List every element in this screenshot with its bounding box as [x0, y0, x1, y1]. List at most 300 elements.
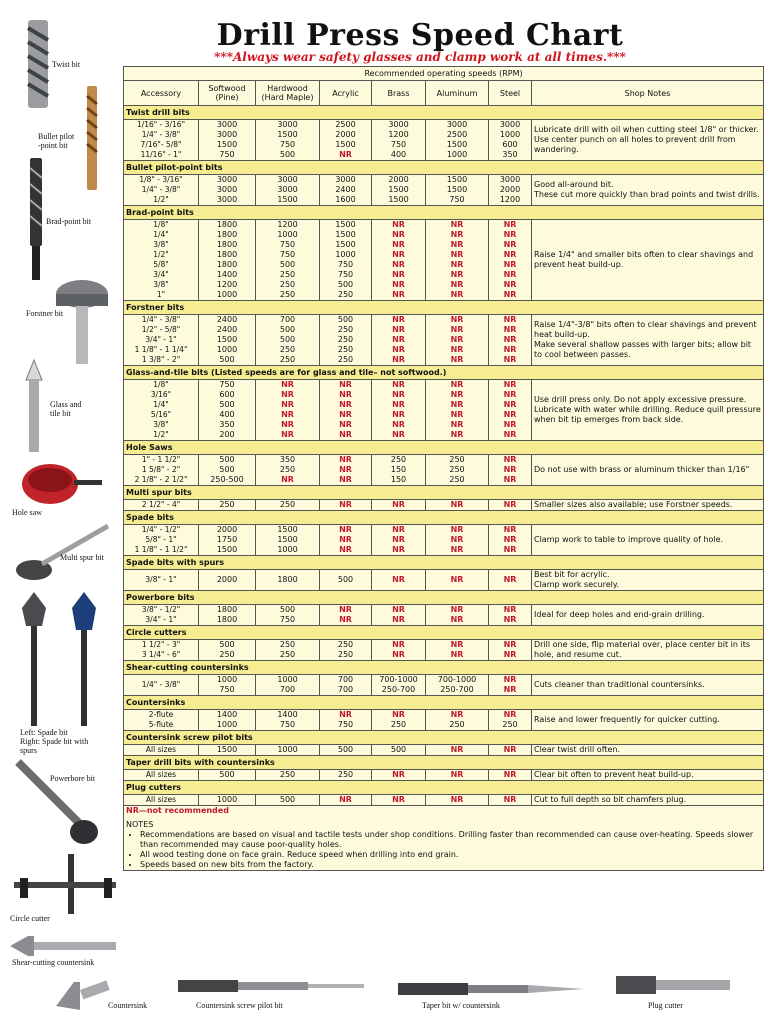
text-line: 1 1/2" - 3": [141, 640, 181, 649]
nr-value: NR: [503, 290, 517, 299]
nr-value: NR: [281, 390, 294, 399]
rpm-value: 350: [502, 150, 518, 159]
speed-cell: [372, 640, 426, 661]
rpm-value: 3000: [277, 120, 298, 129]
text-line: Ideal for deep holes and end-grain drilling.: [534, 610, 705, 619]
rpm-value: 500: [279, 260, 296, 269]
text-line: 3/8" - 1": [145, 575, 177, 584]
speed-cell: [372, 710, 426, 731]
nr-value: NR: [450, 400, 464, 409]
rpm-value: 2400: [216, 315, 238, 324]
nr-value: NR: [450, 240, 464, 249]
rpm-value: 750: [390, 140, 407, 149]
nr-value: NR: [450, 615, 464, 624]
rpm-value: 3000: [216, 130, 238, 139]
text-line: 1/4" - 1/2": [141, 525, 181, 534]
rpm-value: 1500: [446, 175, 468, 184]
safety-warning: ***Always wear safety glasses and clamp work at all times.***: [214, 50, 626, 64]
nr-value: NR: [503, 380, 517, 389]
nr-value: NR: [392, 410, 405, 419]
rpm-value: 250: [502, 720, 518, 729]
nr-value: NR: [503, 640, 517, 649]
speed-cell: [256, 525, 320, 556]
speed-cell: [489, 570, 532, 591]
speed-cell: [320, 525, 372, 556]
col-acrylic: Acrylic: [320, 81, 372, 106]
rpm-value: 250: [279, 770, 296, 779]
nr-value: NR: [392, 260, 405, 269]
rpm-value: 750: [279, 240, 296, 249]
text-line: Cut to full depth so bit chamfers plug.: [534, 795, 687, 804]
rpm-value: 500: [219, 640, 235, 649]
nr-value: NR: [503, 230, 517, 239]
section-header: Spade bits with spurs: [124, 556, 764, 570]
rpm-value: 1200: [499, 195, 521, 204]
rpm-value: 500: [279, 605, 296, 614]
shop-notes-cell: [532, 525, 764, 556]
rpm-value: 1800: [216, 220, 238, 229]
rpm-value: 500: [219, 455, 235, 464]
speed-cell: [320, 675, 372, 696]
nr-value: NR: [503, 745, 517, 754]
rpm-value: 750: [337, 260, 354, 269]
nr-value: NR: [503, 615, 517, 624]
shop-notes-cell: [532, 770, 764, 781]
speed-cell: [199, 455, 256, 486]
speed-cell: [426, 500, 489, 511]
speed-cell: [426, 455, 489, 486]
nr-value: NR: [450, 745, 464, 754]
speed-cell: [199, 220, 256, 301]
speed-cell: [489, 220, 532, 301]
table-row: [124, 500, 764, 511]
page-title: Drill Press Speed Chart: [216, 18, 624, 53]
speed-cell: [372, 525, 426, 556]
speed-cell: [489, 175, 532, 206]
bullet-pilot-bit-icon: [80, 84, 104, 194]
table-row: [124, 605, 764, 626]
nr-value: NR: [503, 545, 517, 554]
nr-value: NR: [503, 525, 517, 534]
nr-value: NR: [339, 380, 352, 389]
speed-cell: [199, 120, 256, 161]
rpm-value: 250: [279, 650, 296, 659]
nr-value: NR: [281, 420, 294, 429]
speed-cell: [426, 380, 489, 441]
col-accessory: Accessory: [124, 81, 199, 106]
rpm-value: 250: [279, 280, 296, 289]
speed-cell: [489, 500, 532, 511]
speed-cell: [426, 315, 489, 366]
text-line: Drill one side, flip material over, place center bit in its hole, and resume cut.: [534, 640, 750, 659]
table-row: [124, 570, 764, 591]
nr-legend: NR—not recommended: [126, 806, 229, 815]
nr-value: NR: [392, 220, 405, 229]
rpm-value: 3000: [446, 120, 468, 129]
nr-value: NR: [392, 525, 405, 534]
nr-value: NR: [450, 575, 464, 584]
speed-cell: [372, 220, 426, 301]
rpm-value: 1500: [335, 240, 356, 249]
powerbore-bit-icon: [12, 756, 98, 848]
rpm-value: 250: [449, 455, 465, 464]
speed-cell: [320, 175, 372, 206]
nr-value: NR: [392, 315, 405, 324]
rpm-value: 150: [390, 465, 407, 474]
nr-value: NR: [392, 420, 405, 429]
speed-cell: [426, 605, 489, 626]
rpm-value: 250: [279, 290, 296, 299]
nr-value: NR: [392, 400, 405, 409]
nr-value: NR: [503, 390, 517, 399]
nr-value: NR: [450, 335, 464, 344]
rpm-value: 750: [279, 140, 296, 149]
text-line: Raise 1/4" and smaller bits often to clear shavings and prevent heat build-up.: [534, 250, 754, 269]
text-line: These cut more quickly than brad points and twist drills.: [534, 190, 760, 199]
text-line: 7/16"- 5/8": [140, 140, 182, 149]
rpm-value: 250: [449, 475, 465, 484]
speed-cell: [426, 795, 489, 806]
speed-cell: [372, 605, 426, 626]
col-steel: Steel: [489, 81, 532, 106]
nr-value: NR: [392, 280, 405, 289]
speed-cell: [199, 795, 256, 806]
speed-cell: [426, 745, 489, 756]
speed-cell: [372, 675, 426, 696]
nr-value: NR: [450, 230, 464, 239]
table-row: [124, 315, 764, 366]
speed-cell: [199, 570, 256, 591]
nr-value: NR: [392, 345, 405, 354]
col-aluminum: Aluminum: [426, 81, 489, 106]
text-line: Good all-around bit.: [534, 180, 614, 189]
rpm-value: 1000: [216, 675, 238, 684]
speed-cell: [199, 745, 256, 756]
rpm-value: 1800: [216, 615, 238, 624]
rpm-value: 250: [337, 335, 354, 344]
size-cell: [124, 455, 199, 486]
speed-cell: [199, 500, 256, 511]
speed-cell: [256, 675, 320, 696]
rpm-value: 3000: [216, 185, 238, 194]
col-softwood: Softwood (Pine): [199, 81, 256, 106]
nr-value: NR: [503, 685, 517, 694]
speed-cell: [256, 570, 320, 591]
text-line: Best bit for acrylic.: [534, 570, 610, 579]
rpm-value: 1500: [335, 230, 356, 239]
nr-value: NR: [392, 605, 405, 614]
rpm-value: 1000: [335, 250, 356, 259]
rpm-value: 500: [337, 745, 354, 754]
rpm-value: 150: [390, 475, 407, 484]
nr-value: NR: [339, 475, 352, 484]
nr-value: NR: [339, 420, 352, 429]
rpm-value: 3000: [216, 175, 238, 184]
text-line: 11/16" - 1": [140, 150, 182, 159]
nr-value: NR: [503, 770, 517, 779]
nr-value: NR: [503, 575, 517, 584]
section-header: Shear-cutting countersinks: [124, 661, 764, 675]
rpm-value: 1800: [277, 575, 298, 584]
text-line: 1 5/8" - 2": [141, 465, 181, 474]
nr-value: NR: [392, 290, 405, 299]
speed-cell: [256, 500, 320, 511]
speed-cell: [256, 640, 320, 661]
nr-value: NR: [450, 770, 464, 779]
rpm-value: 3000: [277, 185, 298, 194]
rpm-value: 2000: [216, 575, 238, 584]
nr-value: NR: [392, 650, 405, 659]
rpm-value: 500: [219, 465, 235, 474]
rpm-value: 3000: [216, 195, 238, 204]
rpm-value: 1500: [388, 185, 409, 194]
speed-cell: [372, 315, 426, 366]
speed-cell: [372, 380, 426, 441]
rpm-value: 700-1000: [437, 675, 477, 684]
rpm-value: 1400: [277, 710, 298, 719]
nr-value: NR: [450, 525, 464, 534]
rpm-value: 2000: [388, 175, 409, 184]
speed-cell: [372, 795, 426, 806]
speed-cell: [489, 455, 532, 486]
table-row: [124, 455, 764, 486]
rpm-value: 250: [449, 720, 465, 729]
text-line: Make several shallow passes with larger bits; allow bit to cool between passes.: [534, 340, 752, 359]
rpm-value: 250-700: [381, 685, 416, 694]
speed-cell: [256, 175, 320, 206]
nr-value: NR: [450, 390, 464, 399]
size-cell: [124, 795, 199, 806]
rpm-value: 250: [279, 345, 296, 354]
speed-cell: [256, 455, 320, 486]
rpm-value: 250: [337, 640, 354, 649]
speed-cell: [372, 770, 426, 781]
speed-cell: [199, 605, 256, 626]
size-cell: [124, 605, 199, 626]
nr-value: NR: [339, 615, 352, 624]
size-cell: [124, 710, 199, 731]
nr-value: NR: [503, 335, 517, 344]
nr-value: NR: [450, 380, 464, 389]
speed-cell: [426, 675, 489, 696]
section-header: Forstner bits: [124, 301, 764, 315]
rpm-value: 1400: [216, 710, 238, 719]
table-row: [124, 120, 764, 161]
rpm-value: 3000: [499, 120, 521, 129]
speed-cell: [426, 120, 489, 161]
text-line: 1/4" - 3/8": [141, 680, 181, 689]
text-line: 1/4" - 3/8": [141, 130, 181, 139]
nr-value: NR: [339, 605, 352, 614]
nr-value: NR: [503, 315, 517, 324]
speed-cell: [320, 770, 372, 781]
rpm-value: 250-500: [210, 475, 244, 484]
nr-value: NR: [503, 465, 517, 474]
forstner-bit-icon: [52, 272, 116, 366]
text-line: 3/4": [153, 270, 169, 279]
spade-bit-caption: Left: Spade bit Right: Spade bit with spurs: [20, 728, 89, 755]
speed-cell: [489, 315, 532, 366]
text-line: 1/8" - 3/16": [139, 175, 183, 184]
text-line: 1/4" - 3/8": [141, 185, 181, 194]
nr-value: NR: [503, 250, 517, 259]
text-line: 3/4" - 1": [145, 615, 177, 624]
nr-value: NR: [503, 240, 517, 249]
nr-value: NR: [503, 280, 517, 289]
text-line: Clamp work to table to improve quality of hole.: [534, 535, 724, 544]
shop-notes-cell: [532, 315, 764, 366]
nr-value: NR: [450, 545, 464, 554]
nr-value: NR: [392, 615, 405, 624]
section-header: Circle cutters: [124, 626, 764, 640]
nr-value: NR: [392, 390, 405, 399]
circle-cutter-icon: [10, 852, 118, 916]
nr-value: NR: [339, 500, 352, 509]
section-header: Powerbore bits: [124, 591, 764, 605]
nr-value: NR: [339, 545, 352, 554]
text-line: 3/8": [153, 280, 169, 289]
circle-cutter-caption: Circle cutter: [10, 914, 50, 923]
rpm-value: 1750: [216, 535, 238, 544]
text-line: 5/8": [153, 260, 169, 269]
text-line: 1/2": [153, 250, 169, 259]
rpm-value: 1000: [216, 290, 238, 299]
rpm-value: 1500: [216, 335, 238, 344]
nr-value: NR: [450, 430, 464, 439]
shop-notes-cell: [532, 675, 764, 696]
countersink-caption: Countersink: [108, 1001, 148, 1010]
shop-notes-cell: [532, 220, 764, 301]
nr-value: NR: [392, 500, 405, 509]
section-header: Plug cutters: [124, 781, 764, 795]
countersink-icon: [52, 976, 110, 1016]
rpm-value: 500: [219, 355, 235, 364]
speed-cell: [372, 745, 426, 756]
rpm-value: 1000: [277, 675, 298, 684]
shop-notes-cell: [532, 500, 764, 511]
nr-value: NR: [339, 400, 352, 409]
nr-value: NR: [503, 410, 517, 419]
nr-value: NR: [392, 325, 405, 334]
nr-value: NR: [392, 640, 405, 649]
text-line: 1 3/8" - 2": [141, 355, 181, 364]
section-header: Taper drill bits with countersinks: [124, 756, 764, 770]
speed-cell: [320, 570, 372, 591]
size-cell: [124, 570, 199, 591]
rpm-value: 500: [279, 335, 296, 344]
screw-pilot-bit-icon: [176, 974, 366, 998]
rpm-header: Recommended operating speeds (RPM): [124, 67, 764, 81]
nr-value: NR: [503, 710, 517, 719]
nr-value: NR: [281, 400, 294, 409]
table-row: [124, 675, 764, 696]
text-line: 1/2": [153, 195, 169, 204]
speed-cell: [199, 380, 256, 441]
rpm-value: 700: [337, 685, 354, 694]
speed-cell: [256, 120, 320, 161]
nr-value: NR: [503, 420, 517, 429]
rpm-value: 1500: [335, 140, 356, 149]
rpm-value: 1500: [216, 745, 238, 754]
speed-cell: [320, 315, 372, 366]
brad-point-bit-icon: [24, 156, 48, 282]
rpm-value: 250: [279, 640, 296, 649]
nr-value: NR: [450, 355, 464, 364]
nr-value: NR: [339, 455, 352, 464]
text-line: Clear twist drill often.: [534, 745, 621, 754]
size-cell: [124, 315, 199, 366]
speed-cell: [256, 605, 320, 626]
rpm-value: 400: [219, 410, 235, 419]
rpm-value: 1000: [216, 345, 238, 354]
rpm-value: 3000: [388, 120, 409, 129]
shop-notes-cell: [532, 120, 764, 161]
speed-cell: [320, 500, 372, 511]
rpm-value: 250: [390, 455, 407, 464]
nr-value: NR: [392, 355, 405, 364]
rpm-value: 350: [219, 420, 235, 429]
text-line: 1": [156, 290, 166, 299]
speed-cell: [199, 175, 256, 206]
speed-cell: [372, 500, 426, 511]
rpm-value: 1000: [216, 795, 238, 804]
shop-notes-cell: [532, 175, 764, 206]
rpm-value: 250: [337, 325, 354, 334]
nr-value: NR: [450, 535, 464, 544]
text-line: 5/8" - 1": [145, 535, 177, 544]
nr-value: NR: [281, 475, 294, 484]
rpm-value: 500: [219, 400, 235, 409]
rpm-value: 250-700: [440, 685, 474, 694]
shop-notes-cell: [532, 745, 764, 756]
nr-value: NR: [503, 260, 517, 269]
col-brass: Brass: [372, 81, 426, 106]
speed-cell: [320, 605, 372, 626]
rpm-value: 500: [337, 280, 354, 289]
speed-cell: [426, 525, 489, 556]
nr-value: NR: [392, 380, 405, 389]
text-line: Raise 1/4"-3/8" bits often to clear shavings and prevent heat build-up.: [534, 320, 757, 339]
section-header: Spade bits: [124, 511, 764, 525]
shop-notes-cell: [532, 455, 764, 486]
text-line: Clear bit often to prevent heat build-up.: [534, 770, 694, 779]
nr-value: NR: [339, 390, 352, 399]
rpm-value: 500: [390, 745, 407, 754]
nr-value: NR: [450, 640, 464, 649]
text-line: 1/2": [153, 430, 169, 439]
powerbore-bit-caption: Powerbore bit: [50, 774, 96, 783]
rpm-value: 2500: [446, 130, 468, 139]
nr-value: NR: [339, 535, 352, 544]
rpm-value: 1500: [335, 220, 356, 229]
section-header: Brad-point bits: [124, 206, 764, 220]
nr-value: NR: [392, 770, 405, 779]
nr-value: NR: [503, 345, 517, 354]
nr-value: NR: [450, 420, 464, 429]
nr-value: NR: [503, 270, 517, 279]
screw-pilot-bit-caption: Countersink screw pilot bit: [196, 1001, 283, 1010]
rpm-value: 600: [219, 390, 235, 399]
speed-cell: [320, 380, 372, 441]
nr-value: NR: [339, 795, 352, 804]
plug-cutter-caption: Plug cutter: [648, 1001, 683, 1010]
speed-cell: [256, 745, 320, 756]
rpm-value: 750: [219, 685, 235, 694]
speed-cell: [199, 770, 256, 781]
rpm-value: 1800: [216, 250, 238, 259]
rpm-value: 1000: [277, 230, 298, 239]
nr-value: NR: [450, 280, 464, 289]
